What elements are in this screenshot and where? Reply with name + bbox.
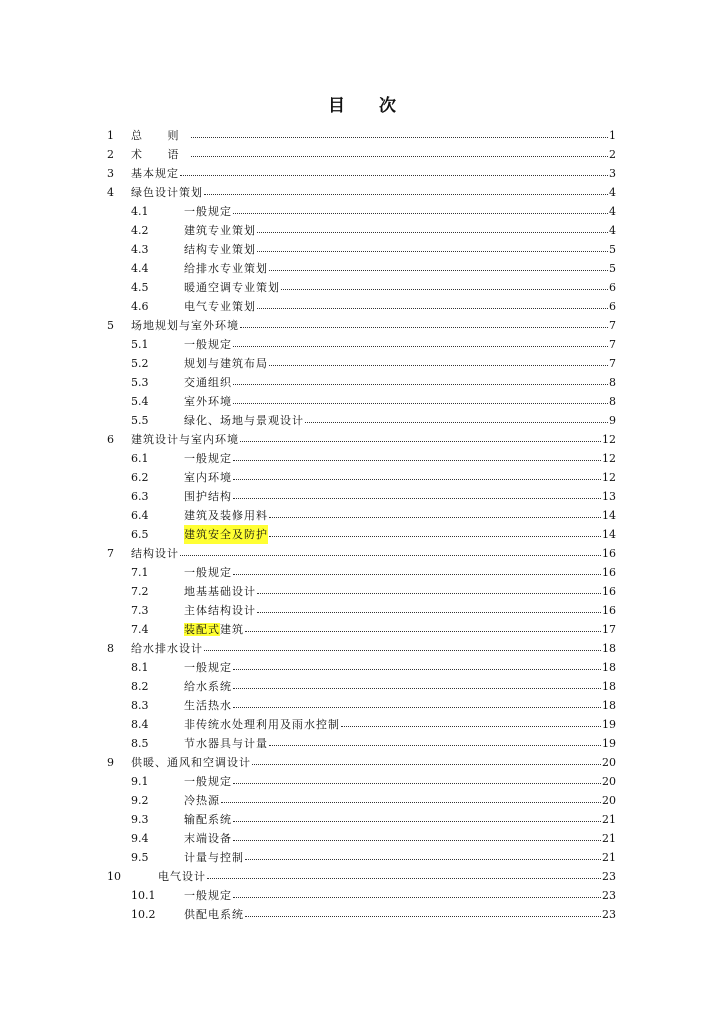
leader-dots	[257, 612, 601, 613]
toc-entry-label: 供配电系统	[184, 908, 244, 921]
toc-entry-label: 场地规划与室外环境	[131, 319, 239, 332]
toc-entry-label: 绿化、场地与景观设计	[184, 414, 304, 427]
leader-dots	[233, 669, 601, 670]
toc-entry-10-2[interactable]	[0, 905, 724, 924]
toc-entry-page: 5	[609, 262, 616, 275]
toc-entry-label: 暖通空调专业策划	[184, 281, 280, 294]
toc-entry-number: 8	[107, 642, 114, 655]
toc-entry-label: 绿色设计策划	[131, 186, 203, 199]
toc-entry-6-2[interactable]	[0, 468, 724, 487]
toc-entry-label: 术 语	[131, 148, 190, 161]
leader-dots	[233, 821, 601, 822]
toc-entry-5-3[interactable]	[0, 373, 724, 392]
toc-entry-page: 21	[602, 813, 616, 826]
toc-entry-label: 交通组织	[184, 376, 232, 389]
toc-entry-number: 10.1	[131, 889, 156, 902]
leader-dots	[204, 194, 608, 195]
toc-entry-number: 4.4	[131, 262, 149, 275]
leader-dots	[207, 878, 601, 879]
toc-entry-10[interactable]	[0, 867, 724, 886]
toc-entry-number: 9.3	[131, 813, 149, 826]
leader-dots	[269, 270, 608, 271]
toc-entry-label: 给水系统	[184, 680, 232, 693]
toc-entry-page: 9	[609, 414, 616, 427]
toc-entry-number: 4	[107, 186, 114, 199]
leader-dots	[245, 916, 601, 917]
toc-entry-7-2[interactable]	[0, 582, 724, 601]
toc-entry-number: 6.2	[131, 471, 149, 484]
toc-entry-8-1[interactable]	[0, 658, 724, 677]
toc-entry-label: 建筑设计与室内环境	[131, 433, 239, 446]
leader-dots	[240, 441, 601, 442]
toc-entry-number: 5.5	[131, 414, 149, 427]
toc-entry-page: 20	[602, 794, 616, 807]
toc-entry-label: 室外环境	[184, 395, 232, 408]
toc-entry-7-4[interactable]	[0, 620, 724, 639]
toc-entry-label: 输配系统	[184, 813, 232, 826]
toc-entry-page: 19	[602, 718, 616, 731]
toc-entry-page: 1	[609, 129, 616, 142]
toc-entry-number: 8.1	[131, 661, 149, 674]
toc-entry-number: 8.3	[131, 699, 149, 712]
leader-dots	[180, 555, 601, 556]
leader-dots	[233, 498, 601, 499]
toc-entry-page: 19	[602, 737, 616, 750]
toc-entry-number: 9	[107, 756, 114, 769]
leader-dots	[191, 137, 609, 138]
leader-dots	[269, 365, 608, 366]
toc-entry-number: 5.4	[131, 395, 149, 408]
toc-entry-8-3[interactable]	[0, 696, 724, 715]
leader-dots	[233, 460, 601, 461]
toc-entry-5-1[interactable]	[0, 335, 724, 354]
toc-entry-label: 计量与控制	[184, 851, 244, 864]
toc-entry-6-3[interactable]	[0, 487, 724, 506]
leader-dots	[233, 707, 601, 708]
toc-entry-label: 建筑及装修用料	[184, 509, 268, 522]
toc-entry-page: 12	[602, 433, 616, 446]
leader-dots	[269, 517, 601, 518]
leader-dots	[269, 745, 601, 746]
leader-dots	[245, 631, 601, 632]
toc-entry-8[interactable]	[0, 639, 724, 658]
toc-entry-page: 23	[602, 889, 616, 902]
toc-entry-page: 13	[602, 490, 616, 503]
toc-entry-number: 5.2	[131, 357, 149, 370]
toc-entry-7-3[interactable]	[0, 601, 724, 620]
toc-entry-label: 一般规定	[184, 775, 232, 788]
toc-entry-page: 7	[609, 338, 616, 351]
toc-entry-page: 16	[602, 604, 616, 617]
toc-entry-page: 16	[602, 547, 616, 560]
toc-entry-number: 5.3	[131, 376, 149, 389]
toc-entry-number: 7.1	[131, 566, 149, 579]
toc-entry-label	[184, 620, 244, 639]
toc-entry-label: 一般规定	[184, 661, 232, 674]
toc-entry-label: 总 则	[131, 129, 190, 142]
toc-entry-label: 冷热源	[184, 794, 220, 807]
leader-dots	[341, 726, 601, 727]
toc-entry-4-3[interactable]	[0, 240, 724, 259]
toc-entry-8-5[interactable]	[0, 734, 724, 753]
toc-entry-number: 2	[107, 148, 114, 161]
toc-entry-label-highlighted: 建筑安全及防护	[184, 525, 268, 544]
toc-entry-7[interactable]	[0, 544, 724, 563]
toc-entry-5-5[interactable]	[0, 411, 724, 430]
toc-entry-page: 23	[602, 908, 616, 921]
leader-dots	[221, 802, 601, 803]
toc-entry-number: 10.2	[131, 908, 156, 921]
toc-entry-label: 给排水专业策划	[184, 262, 268, 275]
toc-entry-number: 7.4	[131, 623, 149, 636]
toc-entry-6-1[interactable]	[0, 449, 724, 468]
leader-dots	[233, 403, 608, 404]
toc-entry-label: 围护结构	[184, 490, 232, 503]
toc-entry-label: 主体结构设计	[184, 604, 256, 617]
toc-entry-page: 18	[602, 661, 616, 674]
toc-entry-number: 9.1	[131, 775, 149, 788]
toc-entry-number: 6.5	[131, 528, 149, 541]
toc-entry-page: 4	[609, 224, 616, 237]
toc-entry-number: 10	[107, 870, 121, 883]
toc-entry-label-rest: 建筑	[220, 623, 244, 636]
toc-entry-9-3[interactable]	[0, 810, 724, 829]
toc-entry-4-4[interactable]	[0, 259, 724, 278]
toc-entry-page: 4	[609, 205, 616, 218]
toc-entry-7-1[interactable]	[0, 563, 724, 582]
toc-entry-number: 7.2	[131, 585, 149, 598]
toc-entry-label: 非传统水处理利用及雨水控制	[184, 718, 340, 731]
toc-entry-page: 14	[602, 509, 616, 522]
toc-entry-9[interactable]	[0, 753, 724, 772]
toc-entry-number: 4.6	[131, 300, 149, 313]
leader-dots	[233, 384, 608, 385]
toc-entry-page: 6	[609, 300, 616, 313]
leader-dots	[257, 232, 608, 233]
leader-dots	[281, 289, 608, 290]
toc-entry-page: 16	[602, 566, 616, 579]
leader-dots	[257, 308, 608, 309]
toc-entry-number: 7	[107, 547, 114, 560]
toc-entry-number: 4.1	[131, 205, 149, 218]
toc-entry-label: 节水器具与计量	[184, 737, 268, 750]
toc-entry-9-2[interactable]	[0, 791, 724, 810]
toc-entry-label: 末端设备	[184, 832, 232, 845]
leader-dots	[233, 213, 608, 214]
leader-dots	[269, 536, 601, 537]
leader-dots	[252, 764, 601, 765]
toc-entry-label: 生活热水	[184, 699, 232, 712]
toc-entry-3[interactable]	[0, 164, 724, 183]
toc-entry-4-6[interactable]	[0, 297, 724, 316]
toc-entry-label: 一般规定	[184, 205, 232, 218]
toc-entry-8-2[interactable]	[0, 677, 724, 696]
toc-entry-page: 20	[602, 775, 616, 788]
leader-dots	[305, 422, 608, 423]
leader-dots	[240, 327, 608, 328]
toc-entry-number: 9.2	[131, 794, 149, 807]
toc-entry-number: 6.4	[131, 509, 149, 522]
toc-entry-page: 8	[609, 376, 616, 389]
toc-entry-page: 2	[609, 148, 616, 161]
toc-entry-label: 规划与建筑布局	[184, 357, 268, 370]
toc-entry-number: 8.5	[131, 737, 149, 750]
toc-entry-6-5[interactable]	[0, 525, 724, 544]
toc-entry-page: 18	[602, 680, 616, 693]
toc-entry-number: 9.4	[131, 832, 149, 845]
toc-entry-1[interactable]	[0, 126, 724, 145]
toc-entry-10-1[interactable]	[0, 886, 724, 905]
toc-entry-9-5[interactable]	[0, 848, 724, 867]
toc-entry-label: 一般规定	[184, 566, 232, 579]
toc-entry-number: 4.2	[131, 224, 149, 237]
toc-entry-number: 1	[107, 129, 114, 142]
toc-entry-5-4[interactable]	[0, 392, 724, 411]
toc-entry-page: 18	[602, 699, 616, 712]
toc-entry-label: 结构专业策划	[184, 243, 256, 256]
leader-dots	[233, 688, 601, 689]
toc-entry-page: 14	[602, 528, 616, 541]
toc-entry-number: 4.3	[131, 243, 149, 256]
toc-entry-page: 23	[602, 870, 616, 883]
toc-entry-number: 5	[107, 319, 114, 332]
toc-entry-page: 17	[602, 623, 616, 636]
toc-entry-2[interactable]	[0, 145, 724, 164]
leader-dots	[257, 593, 601, 594]
leader-dots	[204, 650, 601, 651]
toc-entry-page: 12	[602, 452, 616, 465]
leader-dots	[233, 479, 601, 480]
toc-entry-page: 6	[609, 281, 616, 294]
toc-entry-6-4[interactable]	[0, 506, 724, 525]
toc-entry-number: 8.4	[131, 718, 149, 731]
toc-entry-page: 16	[602, 585, 616, 598]
toc-entry-label: 给水排水设计	[131, 642, 203, 655]
toc-entry-4-5[interactable]	[0, 278, 724, 297]
toc-entry-5-2[interactable]	[0, 354, 724, 373]
toc-entry-page: 7	[609, 319, 616, 332]
toc-entry-label: 电气专业策划	[184, 300, 256, 313]
toc-entry-4-1[interactable]	[0, 202, 724, 221]
toc-entry-page: 21	[602, 832, 616, 845]
toc-entry-page: 4	[609, 186, 616, 199]
leader-dots	[233, 897, 601, 898]
toc-entry-number: 4.5	[131, 281, 149, 294]
leader-dots	[191, 156, 609, 157]
leader-dots	[233, 346, 608, 347]
toc-entry-label: 电气设计	[158, 870, 206, 883]
leader-dots	[233, 840, 601, 841]
toc-entry-page: 8	[609, 395, 616, 408]
toc-entry-label: 供暖、通风和空调设计	[131, 756, 251, 769]
toc-entry-number: 3	[107, 167, 114, 180]
toc-entry-label-highlighted: 装配式	[184, 623, 220, 636]
leader-dots	[257, 251, 608, 252]
toc-entry-label: 一般规定	[184, 452, 232, 465]
toc-entry-8-4[interactable]	[0, 715, 724, 734]
toc-entry-number: 5.1	[131, 338, 149, 351]
toc-entry-number: 9.5	[131, 851, 149, 864]
leader-dots	[233, 783, 601, 784]
toc-entry-page: 18	[602, 642, 616, 655]
toc-entry-5[interactable]	[0, 316, 724, 335]
toc-entry-4[interactable]	[0, 183, 724, 202]
toc-entry-label: 基本规定	[131, 167, 179, 180]
toc-entry-page: 12	[602, 471, 616, 484]
toc-entry-page: 5	[609, 243, 616, 256]
toc-entry-4-2[interactable]	[0, 221, 724, 240]
toc-entry-label: 建筑专业策划	[184, 224, 256, 237]
toc-entry-number: 6.1	[131, 452, 149, 465]
toc-entry-label: 地基基础设计	[184, 585, 256, 598]
toc-entry-label: 室内环境	[184, 471, 232, 484]
toc-entry-number: 6	[107, 433, 114, 446]
page-title: 目 次	[328, 96, 410, 116]
toc-entry-label: 一般规定	[184, 338, 232, 351]
toc-entry-page: 7	[609, 357, 616, 370]
toc-entry-label: 结构设计	[131, 547, 179, 560]
toc-entry-number: 7.3	[131, 604, 149, 617]
toc-entry-page: 20	[602, 756, 616, 769]
toc-entry-label: 一般规定	[184, 889, 232, 902]
leader-dots	[180, 175, 608, 176]
leader-dots	[233, 574, 601, 575]
leader-dots	[245, 859, 601, 860]
toc-entry-page: 21	[602, 851, 616, 864]
toc-entry-9-1[interactable]	[0, 772, 724, 791]
toc-entry-number: 8.2	[131, 680, 149, 693]
toc-entry-6[interactable]	[0, 430, 724, 449]
toc-entry-number: 6.3	[131, 490, 149, 503]
toc-entry-page: 3	[609, 167, 616, 180]
toc-entry-9-4[interactable]	[0, 829, 724, 848]
